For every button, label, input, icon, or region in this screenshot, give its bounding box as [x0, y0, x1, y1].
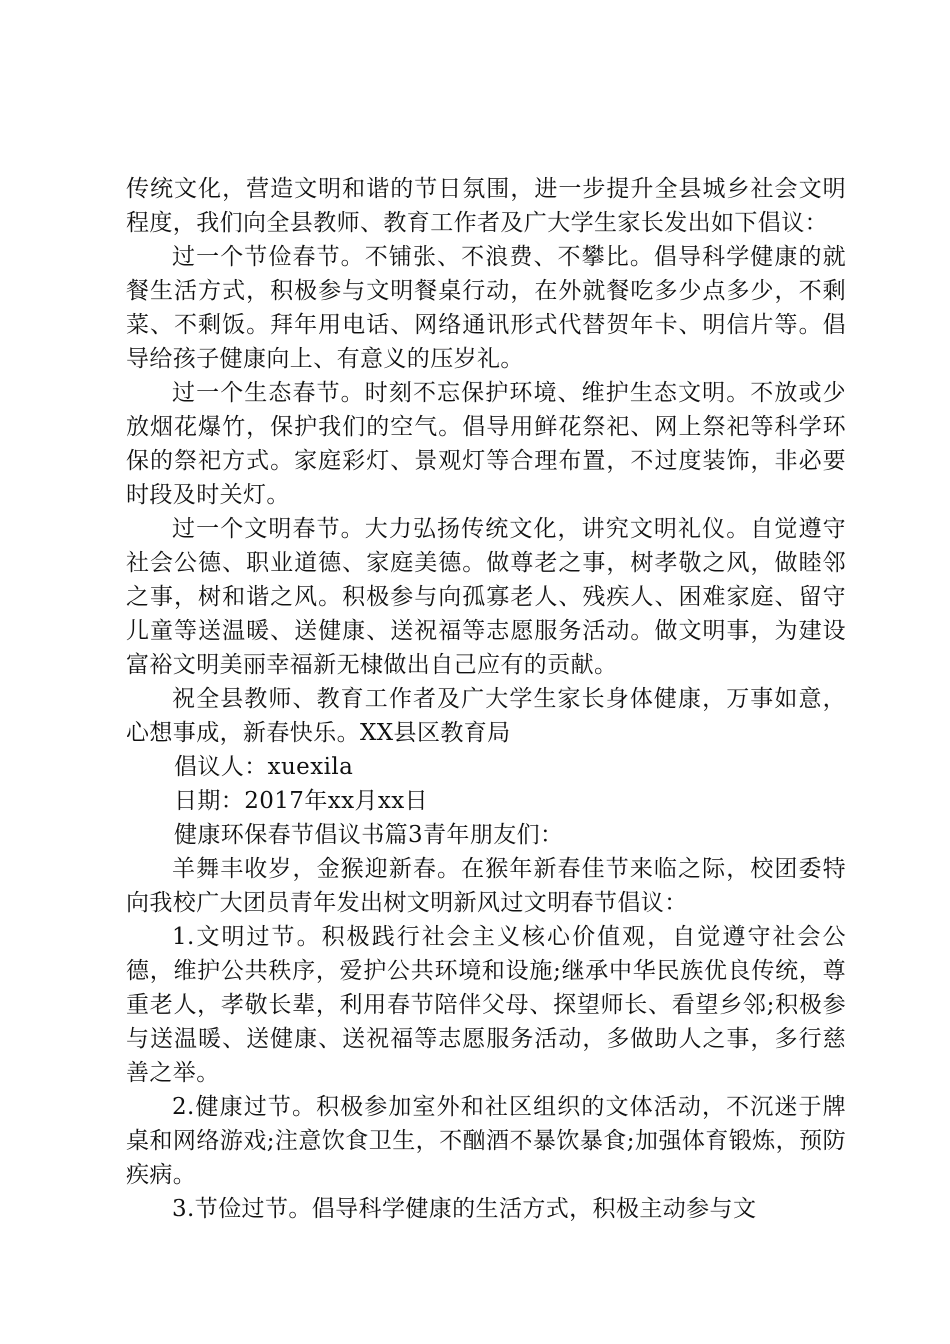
paragraph-continuation: 传统文化，营造文明和谐的节日氛围，进一步提升全县城乡社会文明程度，我们向全县教师、教育工作者及广大学生家长发出如下倡议：: [126, 176, 846, 236]
paragraph-ecological-festival: 过一个生态春节。时刻不忘保护环境、维护生态文明。不放或少放烟花爆竹，保护我们的空气。倡导用鲜花祭祀、网上祭祀等科学环保的祭祀方式。家庭彩灯、景观灯等合理布置，不过度装饰，非必要时段及时关灯。: [126, 380, 846, 508]
date-line: 日期：2017年xx月xx日: [174, 788, 429, 814]
paragraph-civilized-festival: 过一个文明春节。大力弘扬传统文化，讲究文明礼仪。自觉遵守社会公德、职业道德、家庭美德。做尊老之事，树孝敬之风，做睦邻之事，树和谐之风。积极参与向孤寡老人、残疾人、困难家庭、留守儿童等送温暖、送健康、送祝福等志愿服务活动。做文明事，为建设富裕文明美丽幸福新无棣做出自己应有的贡献。: [126, 516, 846, 678]
paragraph-intro: 羊舞丰收岁，金猴迎新春。在猴年新春佳节来临之际，校团委特向我校广大团员青年发出树文明新风过文明春节倡议：: [126, 856, 846, 916]
paragraph-item-3: 3.节俭过节。倡导科学健康的生活方式，积极主动参与文: [172, 1196, 757, 1222]
paragraph-frugal-festival: 过一个节俭春节。不铺张、不浪费、不攀比。倡导科学健康的就餐生活方式，积极参与文明餐桌行动，在外就餐吃多少点多少，不剩菜、不剩饭。拜年用电话、网络通讯形式代替贺年卡、明信片等。倡导给孩子健康向上、有意义的压岁礼。: [126, 244, 846, 372]
paragraph-item-1: 1.文明过节。积极践行社会主义核心价值观，自觉遵守社会公德，维护公共秩序，爱护公共环境和设施;继承中华民族优良传统，尊重老人，孝敬长辈，利用春节陪伴父母、探望师长、看望乡邻;积极参与送温暖、送健康、送祝福等志愿服务活动，多做助人之事，多行慈善之举。: [126, 924, 846, 1086]
document-body: [126, 172, 846, 1226]
paragraph-item-2: 2.健康过节。积极参加室外和社区组织的文体活动，不沉迷于牌桌和网络游戏;注意饮食卫生，不酗酒不暴饮暴食;加强体育锻炼，预防疾病。: [126, 1094, 846, 1188]
section-heading: 健康环保春节倡议书篇3青年朋友们：: [174, 822, 564, 848]
proposer-line: 倡议人：xuexila: [174, 754, 354, 780]
paragraph-greeting: 祝全县教师、教育工作者及广大学生家长身体健康，万事如意，心想事成，新春快乐。XX县区教育局: [126, 686, 846, 746]
